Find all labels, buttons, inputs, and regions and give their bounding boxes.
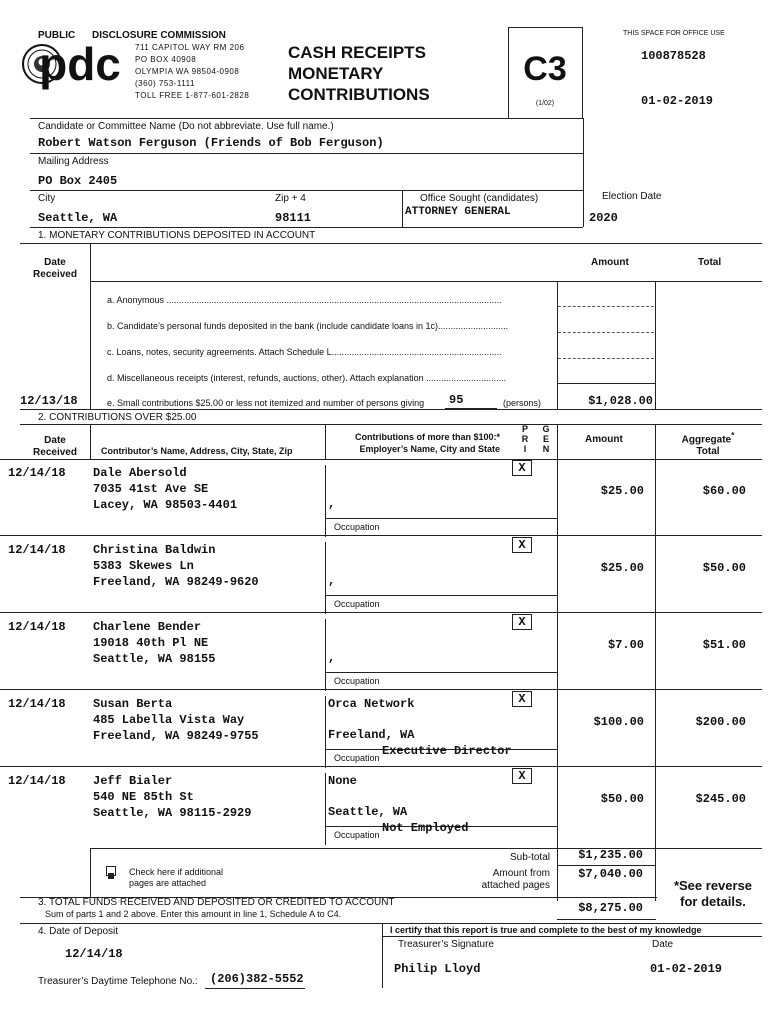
office-sought-label: Office Sought (candidates) [420, 193, 539, 204]
contributor-name: Susan Berta [93, 697, 173, 711]
subtotal-value: $1,235.00 [578, 848, 643, 862]
pdc-logo [22, 42, 132, 90]
label-text: Check here if additional [129, 867, 224, 877]
row-date: 12/14/18 [8, 774, 66, 788]
contributor-address: 5383 Skewes Ln [93, 559, 194, 573]
deposit-date: 12/14/18 [65, 947, 123, 961]
additional-pages-label [129, 867, 223, 889]
s1-line-e: e. Small contributions $25.00 or less not itemized and number of persons giving [107, 398, 425, 408]
aggregate-total: $50.00 [702, 561, 746, 575]
employer-city: Seattle, WA [328, 805, 408, 819]
signature-date: 01-02-2019 [650, 962, 723, 976]
note-text: for details. [680, 894, 746, 909]
occupation-value: Not Employed [382, 821, 469, 835]
contributor-name: Christina Baldwin [93, 543, 216, 557]
header-text: Date [44, 435, 66, 446]
employer-city: Freeland, WA [328, 728, 415, 742]
address-line: 711 CAPITOL WAY RM 206 [135, 43, 245, 52]
section3-subtitle: Sum of parts 1 and 2 above. Enter this amount in line 1, Schedule A to C4. [45, 909, 342, 919]
header-text: Received [33, 269, 77, 280]
occupation-label: Occupation [334, 522, 380, 532]
sig-date-label: Date [652, 939, 674, 950]
agency-address [135, 42, 249, 102]
s1-line-b: b. Candidate’s personal funds deposited in the bank (include candidate loans in 1c)............................ [107, 321, 509, 331]
city: Seattle, WA [38, 211, 118, 225]
contribution-amount: $7.00 [607, 638, 644, 652]
contributor-name: Charlene Bender [93, 620, 202, 634]
primary-checkbox[interactable]: X [512, 768, 532, 784]
occupation-label: Occupation [334, 599, 380, 609]
title-line: CASH RECEIPTS [288, 43, 426, 62]
contributor-name: Dale Abersold [93, 466, 187, 480]
occupation-label: Occupation [334, 830, 380, 840]
aggregate-total: $245.00 [695, 792, 746, 806]
header-text: N [542, 444, 550, 454]
agency-name: DISCLOSURE COMMISSION [92, 30, 226, 41]
contributor-city: Freeland, WA 98249-9755 [93, 729, 259, 743]
s1-total-header: Total [698, 257, 722, 268]
attached-value: $7,040.00 [578, 867, 643, 881]
total-funds: $8,275.00 [578, 901, 643, 915]
logo-letters: pdc [39, 42, 121, 90]
s1-small-date: 12/13/18 [20, 394, 78, 408]
header-text: Date [44, 257, 66, 268]
row-date: 12/14/18 [8, 543, 66, 557]
contributor-address: 19018 40th Pl NE [93, 636, 209, 650]
label-text: attached pages [481, 880, 550, 891]
office-number: 100878528 [641, 49, 706, 63]
seal-icon [22, 42, 132, 90]
s2-pri-header [515, 424, 535, 454]
header-text: G [542, 424, 550, 434]
primary-checkbox[interactable]: X [512, 691, 532, 707]
aggregate-total: $200.00 [695, 715, 746, 729]
primary-checkbox[interactable]: X [512, 614, 532, 630]
signature-label: Treasurer’s Signature [398, 939, 494, 950]
contributor-city: Freeland, WA 98249-9620 [93, 575, 259, 589]
employer-name: Orca Network [328, 697, 415, 711]
aggregate-total: $60.00 [702, 484, 746, 498]
zip: 98111 [275, 211, 312, 225]
treasurer-phone: (206)382-5552 [210, 972, 304, 986]
see-reverse-note [656, 878, 770, 910]
office-use-label: THIS SPACE FOR OFFICE USE [623, 30, 725, 37]
s1-amount-header: Amount [591, 257, 629, 268]
contributor-address: 540 NE 85th St [93, 790, 194, 804]
section1-title: 1. MONETARY CONTRIBUTIONS DEPOSITED IN ACCOUNT [38, 230, 316, 241]
employer-name: None [328, 774, 357, 788]
mailing-label: Mailing Address [38, 156, 109, 167]
s2-employer-header [320, 431, 500, 455]
contribution-amount: $25.00 [600, 561, 644, 575]
title-line: MONETARY [288, 64, 384, 83]
row-date: 12/14/18 [8, 620, 66, 634]
header-text: Received [33, 447, 77, 458]
zip-label: Zip + 4 [275, 193, 306, 204]
title-line: CONTRIBUTIONS [288, 85, 430, 104]
contributor-city: Seattle, WA 98115-2929 [93, 806, 252, 820]
contributor-name: Jeff Bialer [93, 774, 173, 788]
election-date-label: Election Date [602, 191, 662, 202]
header-text: Aggregate [681, 434, 732, 446]
certify-text: I certify that this report is true and complete to the best of my knowledge [390, 925, 702, 935]
section3-title: 3. TOTAL FUNDS RECEIVED AND DEPOSITED OR CREDITED TO ACCOUNT [38, 897, 395, 908]
s1-persons-label: (persons) [503, 398, 542, 408]
s2-aggregate-header [663, 429, 753, 458]
s1-small-count: 95 [449, 393, 464, 407]
header-text: P [521, 424, 528, 434]
occupation-value: Executive Director [382, 744, 512, 758]
s1-line-c: c. Loans, notes, security agreements. Attach Schedule L.................................................................... [107, 347, 502, 357]
label-text: Amount from [492, 868, 550, 879]
header-text: Contributions of more than $100:* [354, 432, 500, 442]
office-sought: ATTORNEY GENERAL [405, 206, 511, 218]
attached-label [460, 868, 550, 892]
footnote-star: * [731, 430, 735, 440]
contribution-amount: $50.00 [600, 792, 644, 806]
row-date: 12/14/18 [8, 466, 66, 480]
contributor-city: Seattle, WA 98155 [93, 652, 216, 666]
section4-title: 4. Date of Deposit [38, 926, 119, 937]
header-text: E [542, 434, 549, 444]
employer-city: , [328, 497, 336, 511]
s1-small-total: $1,028.00 [588, 394, 653, 408]
city-label: City [38, 193, 56, 204]
form-title [288, 42, 430, 105]
election-date: 2020 [589, 211, 618, 225]
employer-city: , [328, 651, 336, 665]
form-revision: (1/02) [535, 100, 555, 107]
phone-label: Treasurer’s Daytime Telephone No.: [38, 976, 198, 987]
contributor-address: 485 Labella Vista Way [93, 713, 245, 727]
s2-gen-header [536, 424, 556, 454]
note-text: *See reverse [673, 878, 753, 893]
contributor-address: 7035 41st Ave SE [93, 482, 209, 496]
row-date: 12/14/18 [8, 697, 66, 711]
aggregate-total: $51.00 [702, 638, 746, 652]
contribution-amount: $100.00 [593, 715, 644, 729]
primary-checkbox[interactable]: X [512, 460, 532, 476]
header-text: Total [696, 446, 720, 458]
candidate-name: Robert Watson Ferguson (Friends of Bob Ferguson) [38, 136, 384, 150]
office-date: 01-02-2019 [641, 94, 714, 108]
form-code: C3 [523, 50, 567, 88]
candidate-name-label: Candidate or Committee Name (Do not abbreviate. Use full name.) [38, 121, 334, 132]
header-text: R [521, 434, 529, 444]
header-text: Employer’s Name, City and State [359, 444, 500, 454]
mailing-address: PO Box 2405 [38, 174, 118, 188]
checkbox-mark-icon [107, 872, 115, 880]
contributor-city: Lacey, WA 98503-4401 [93, 498, 238, 512]
employer-city: , [328, 574, 336, 588]
label-text: pages are attached [129, 878, 207, 888]
address-line: (360) 753-1111 [135, 79, 195, 88]
occupation-label: Occupation [334, 753, 380, 763]
s1-line-a: a. Anonymous ...................................................................................................................................... [107, 295, 502, 305]
s2-date-header [20, 435, 90, 459]
primary-checkbox[interactable]: X [512, 537, 532, 553]
treasurer-signature: Philip Lloyd [394, 962, 481, 976]
s1-date-header [20, 257, 90, 281]
occupation-label: Occupation [334, 676, 380, 686]
address-line: TOLL FREE 1-877-601-2828 [135, 91, 250, 100]
address-line: PO BOX 40908 [135, 55, 197, 64]
contribution-amount: $25.00 [600, 484, 644, 498]
subtotal-label: Sub-total [509, 852, 550, 863]
section2-title: 2. CONTRIBUTIONS OVER $25.00 [38, 412, 197, 423]
s2-amount-header: Amount [585, 434, 623, 445]
additional-pages-checkbox[interactable] [106, 866, 116, 876]
s2-contributor-header: Contributor’s Name, Address, City, State, Zip [101, 446, 293, 456]
s1-line-d: d. Miscellaneous receipts (interest, refunds, auctions, other). Attach explanation ................................ [107, 373, 507, 383]
header-text: I [523, 444, 527, 454]
agency-prefix: PUBLIC [38, 30, 76, 41]
address-line: OLYMPIA WA 98504-0908 [135, 67, 240, 76]
